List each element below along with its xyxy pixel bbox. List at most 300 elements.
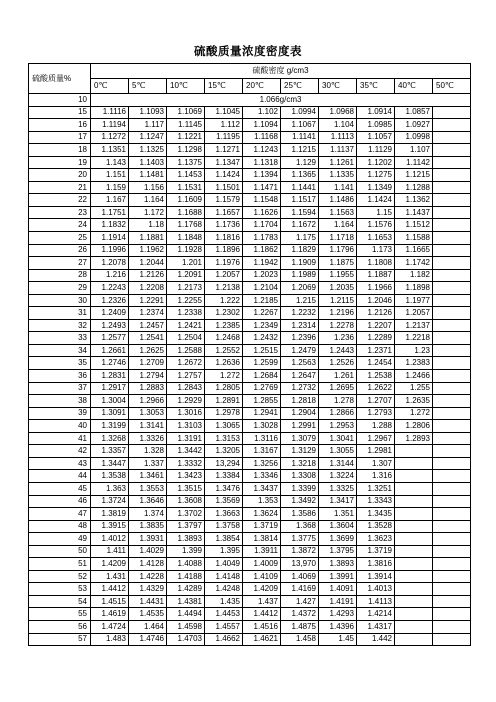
density-cell [395,495,433,508]
density-cell: 1.1657 [205,206,243,219]
density-cell: 1.2138 [205,282,243,295]
density-cell: 1.4191 [319,595,357,608]
table-row [29,495,471,508]
density-cell [395,508,433,521]
density-cell: 1.4012 [91,533,129,546]
table-row [29,395,471,408]
density-cell: 1.2232 [281,307,319,320]
density-cell: 1.3417 [319,495,357,508]
density-cell: 1.1441 [281,181,319,194]
density-cell: 1.3103 [167,420,205,433]
density-cell [433,558,471,571]
density-cell [433,470,471,483]
density-cell: 1.201 [167,257,205,270]
density-cell: 1.2493 [91,319,129,332]
row-label-header: 硫酸质量% [29,64,91,94]
density-cell: 1.1129 [357,144,395,157]
density-cell: 1.1349 [357,181,395,194]
density-cell: 1.411 [91,545,129,558]
density-cell: 1.4619 [91,608,129,621]
density-cell: 1.3384 [205,470,243,483]
density-cell: 1.1751 [91,206,129,219]
density-cell: 1.4317 [357,620,395,633]
density-cell: 1.1069 [167,106,205,119]
concentration-cell: 27 [29,257,91,270]
density-cell: 1.156 [129,181,167,194]
density-cell: 1.1481 [129,169,167,182]
density-cell: 1.3553 [129,482,167,495]
density-cell: 1.3268 [91,432,129,445]
density-cell: 1.4535 [129,608,167,621]
density-cell [433,570,471,583]
density-cell [395,482,433,495]
density-cell: 1.316 [357,470,395,483]
density-cell: 1.3931 [129,533,167,546]
density-cell: 1.1298 [167,144,205,157]
density-cell: 1.2929 [167,395,205,408]
table-row [29,382,471,395]
density-cell: 1.2468 [205,332,243,345]
density-cell: 1.3343 [357,495,395,508]
density-cell: 1.4029 [129,545,167,558]
density-cell: 1.1057 [357,131,395,144]
density-cell: 1.2893 [395,432,433,445]
density-cell: 1.363 [91,482,129,495]
density-cell: 1.3623 [357,533,395,546]
density-cell [433,244,471,257]
density-cell: 1.1215 [395,169,433,182]
concentration-cell: 29 [29,282,91,295]
density-cell: 1.288 [357,420,395,433]
density-cell: 1.2526 [319,357,357,370]
density-cell: 1.2695 [319,382,357,395]
table-row [29,94,471,107]
density-cell: 1.15 [357,206,395,219]
density-cell: 1.4013 [357,583,395,596]
density-cell: 1.2981 [357,445,395,458]
density-cell: 1.3224 [319,470,357,483]
density-cell: 1.1594 [281,206,319,219]
density-cell: 1.2805 [205,382,243,395]
density-cell: 1.2831 [91,370,129,383]
concentration-cell: 55 [29,608,91,621]
concentration-cell: 46 [29,495,91,508]
temperature-header: 40℃ [395,79,433,94]
density-cell: 1.2757 [167,370,205,383]
table-row [29,144,471,157]
table-row [29,181,471,194]
concentration-cell: 19 [29,156,91,169]
density-cell: 1.2538 [357,370,395,383]
density-cell: 1.1665 [395,244,433,257]
density-cell: 1.1195 [205,131,243,144]
density-cell: 1.3719 [357,545,395,558]
table-row [29,457,471,470]
density-cell: 1.2326 [91,294,129,307]
density-cell [433,106,471,119]
concentration-cell: 51 [29,558,91,571]
density-cell: 1.1688 [167,206,205,219]
density-cell: 1.2314 [281,319,319,332]
density-cell: 1.1517 [281,194,319,207]
table-row [29,570,471,583]
density-cell: 1.216 [91,269,129,282]
density-cell: 1.1067 [281,119,319,132]
density-cell [433,620,471,633]
concentration-cell: 20 [29,169,91,182]
concentration-cell: 56 [29,620,91,633]
density-cell: 1.1365 [281,169,319,182]
density-cell: 1.3775 [281,533,319,546]
concentration-cell: 52 [29,570,91,583]
density-cell: 1.3016 [167,407,205,420]
density-cell: 1.1424 [205,169,243,182]
density-cell: 1.2207 [357,319,395,332]
density-cell: 1.1394 [243,169,281,182]
density-cell [433,370,471,383]
density-cell: 1.4088 [167,558,205,571]
density-cell: 1.261 [319,370,357,383]
header-row-temperature [29,79,471,94]
density-cell: 1.2349 [243,319,281,332]
merged-density-cell: 1.066g/cm3 [91,94,471,107]
density-cell: 1.4148 [205,570,243,583]
density-cell: 1.4724 [91,620,129,633]
table-row [29,420,471,433]
density-cell: 1.2732 [281,382,319,395]
density-cell: 1.2078 [91,257,129,270]
density-cell: 1.3191 [167,432,205,445]
density-cell: 1.1275 [357,169,395,182]
density-cell: 1.1768 [167,219,205,232]
density-cell: 1.3065 [205,420,243,433]
density-cell: 1.2035 [319,282,357,295]
density-cell: 1.2126 [129,269,167,282]
concentration-cell: 22 [29,194,91,207]
density-cell: 1.255 [395,382,433,395]
table-row [29,156,471,169]
density-cell: 1.337 [129,457,167,470]
density-cell: 1.2338 [167,307,205,320]
density-cell: 1.1145 [167,119,205,132]
density-cell: 1.3129 [281,445,319,458]
density-cell: 1.2046 [357,294,395,307]
density-cell: 1.2672 [167,357,205,370]
density-cell: 1.368 [281,520,319,533]
density-cell: 1.2953 [319,420,357,433]
density-cell: 1.151 [91,169,129,182]
density-cell: 1.3608 [167,495,205,508]
density-cell: 1.3991 [319,570,357,583]
density-cell: 1.3724 [91,495,129,508]
density-cell: 1.328 [129,445,167,458]
density-cell [395,570,433,583]
density-cell: 1.2396 [281,332,319,345]
density-cell [395,608,433,621]
density-cell [433,495,471,508]
density-cell: 1.3357 [91,445,129,458]
concentration-cell: 43 [29,457,91,470]
density-cell: 1.1609 [167,194,205,207]
density-cell: 1.2622 [357,382,395,395]
density-cell: 1.3141 [129,420,167,433]
density-cell [433,457,471,470]
density-cell: 1.3476 [205,482,243,495]
table-row [29,332,471,345]
density-cell [433,445,471,458]
density-cell: 1.2044 [129,257,167,270]
table-row [29,583,471,596]
density-cell: 1.1142 [395,156,433,169]
density-cell: 1.1116 [91,106,129,119]
table-row [29,407,471,420]
density-cell: 1.3346 [243,470,281,483]
density-cell [433,257,471,270]
density-cell: 1.2196 [319,307,357,320]
density-cell: 1.1094 [243,119,281,132]
density-cell: 1.3854 [205,533,243,546]
density-cell: 1.1914 [91,232,129,245]
density-cell: 1.4372 [281,608,319,621]
density-cell [433,583,471,596]
density-cell: 1.3816 [357,558,395,571]
density-cell [433,344,471,357]
density-cell: 1.0985 [357,119,395,132]
concentration-cell: 38 [29,395,91,408]
density-cell: 1.112 [205,119,243,132]
density-cell: 1.4329 [129,583,167,596]
page-title: 硫酸质量浓度密度表 [194,44,302,58]
density-cell: 1.3423 [167,470,205,483]
density-cell: 1.2091 [167,269,205,282]
density-cell: 1.3004 [91,395,129,408]
density-cell: 1.2479 [281,344,319,357]
density-cell: 1.3604 [319,520,357,533]
density-cell: 1.3205 [205,445,243,458]
temperature-header: 25℃ [281,79,319,94]
density-cell: 1.3251 [357,482,395,495]
density-cell [433,294,471,307]
density-cell: 1.3399 [281,482,319,495]
density-cell: 1.1548 [243,194,281,207]
concentration-cell: 17 [29,131,91,144]
table-row [29,106,471,119]
table-row [29,508,471,521]
density-cell: 1.4293 [319,608,357,621]
density-cell: 1.2661 [91,344,129,357]
table-row [29,520,471,533]
density-cell: 1.23 [395,344,433,357]
density-cell [395,445,433,458]
density-cell: 1.222 [205,294,243,307]
concentration-cell: 45 [29,482,91,495]
density-cell: 1.4621 [243,633,281,646]
density-cell: 1.4209 [91,558,129,571]
density-cell: 1.45 [319,633,357,646]
density-cell: 1.4009 [243,558,281,571]
density-cell: 1.1829 [281,244,319,257]
density-cell [433,633,471,646]
density-cell: 1.4109 [243,570,281,583]
density-cell: 1.3663 [205,508,243,521]
density-cell: 1.2577 [91,332,129,345]
density-cell: 1.102 [243,106,281,119]
density-cell: 1.2855 [243,395,281,408]
density-cell: 1.2883 [129,382,167,395]
density-cell: 1.3091 [91,407,129,420]
density-cell [395,620,433,633]
density-cell: 1.3915 [91,520,129,533]
density-cell: 1.2385 [205,319,243,332]
density-cell [433,382,471,395]
density-cell: 1.3144 [319,457,357,470]
density-cell: 1.3914 [357,570,395,583]
density-cell: 1.18 [129,219,167,232]
density-cell: 1.1168 [243,131,281,144]
density-cell [395,595,433,608]
density-cell: 1.1194 [91,119,129,132]
density-cell: 1.1672 [281,219,319,232]
density-cell: 1.2466 [395,370,433,383]
density-cell: 1.3079 [281,432,319,445]
density-cell: 1.4396 [319,620,357,633]
table-row [29,169,471,182]
concentration-cell: 41 [29,432,91,445]
density-cell: 1.2255 [167,294,205,307]
density-cell: 1.3819 [91,508,129,521]
concentration-cell: 28 [29,269,91,282]
density-cell: 1.307 [357,457,395,470]
density-cell [395,457,433,470]
density-cell: 1.4289 [167,583,205,596]
density-cell: 1.1942 [243,257,281,270]
density-cell: 1.1288 [395,181,433,194]
density-cell: 1.1653 [357,232,395,245]
density-cell: 1.4381 [167,595,205,608]
density-cell: 1.4746 [129,633,167,646]
table-row [29,219,471,232]
concentration-cell: 47 [29,508,91,521]
density-cell: 1.3442 [167,445,205,458]
density-cell: 1.0994 [281,106,319,119]
density-cell: 13,970 [281,558,319,571]
density-cell: 1.182 [395,269,433,282]
concentration-cell: 37 [29,382,91,395]
density-cell: 1.3308 [281,470,319,483]
density-cell: 1.3028 [243,420,281,433]
density-cell: 1.3325 [319,482,357,495]
density-cell: 1.2552 [205,344,243,357]
density-cell [433,219,471,232]
density-cell: 1.3758 [205,520,243,533]
density-cell: 1.3872 [281,545,319,558]
density-cell: 1.435 [205,595,243,608]
table-row [29,282,471,295]
density-cell: 1.1796 [319,244,357,257]
density-cell: 1.2541 [129,332,167,345]
density-cell: 1.1579 [205,194,243,207]
density-cell: 1.4557 [205,620,243,633]
density-cell: 1.1045 [205,106,243,119]
density-cell: 1.1909 [281,257,319,270]
density-cell: 1.2443 [319,344,357,357]
density-cell: 1.2635 [395,395,433,408]
density-cell: 1.1424 [357,194,395,207]
density-cell: 1.1243 [243,144,281,157]
density-cell [433,595,471,608]
density-cell: 1.2291 [129,294,167,307]
density-cell: 1.175 [281,232,319,245]
table-row [29,608,471,621]
temperature-header: 5℃ [129,79,167,94]
density-cell: 1.0927 [395,119,433,132]
density-cell: 1.3893 [319,558,357,571]
density-cell: 1.2794 [129,370,167,383]
table-row [29,257,471,270]
density-cell: 1.483 [91,633,129,646]
density-cell: 1.1215 [281,144,319,157]
header-row-unit [29,64,471,79]
density-cell: 1.2707 [357,395,395,408]
density-cell: 1.2647 [281,370,319,383]
concentration-cell: 39 [29,407,91,420]
concentration-cell: 30 [29,294,91,307]
density-cell: 1.395 [205,545,243,558]
density-cell: 1.272 [395,407,433,420]
density-cell: 1.1742 [395,257,433,270]
density-cell [433,508,471,521]
density-cell: 1.2023 [243,269,281,282]
density-cell: 1.2515 [243,344,281,357]
density-cell: 1.1202 [357,156,395,169]
density-cell: 1.4248 [205,583,243,596]
density-cell: 1.1318 [243,156,281,169]
table-row [29,269,471,282]
density-cell: 1.1325 [129,144,167,157]
density-cell: 1.1783 [243,232,281,245]
concentration-cell: 31 [29,307,91,320]
density-cell [395,558,433,571]
density-cell: 1.2504 [167,332,205,345]
density-cell: 1.3326 [129,432,167,445]
table-row [29,206,471,219]
density-cell: 1.2302 [205,307,243,320]
concentration-cell: 16 [29,119,91,132]
density-cell [433,432,471,445]
density-cell: 1.2636 [205,357,243,370]
density-cell: 1.0998 [395,131,433,144]
density-cell: 1.3055 [319,445,357,458]
density-cell: 1.1955 [319,269,357,282]
density-cell [433,482,471,495]
density-cell: 1.3538 [91,470,129,483]
density-cell: 1.1848 [167,232,205,245]
density-table [28,63,471,646]
density-cell: 1.272 [205,370,243,383]
density-cell: 1.4662 [205,633,243,646]
density-cell: 1.167 [91,194,129,207]
density-cell: 1.3624 [243,508,281,521]
density-cell [433,269,471,282]
density-cell: 1.2115 [319,294,357,307]
density-cell: 1.4453 [205,608,243,621]
density-cell: 1.3332 [167,457,205,470]
density-cell: 1.1626 [243,206,281,219]
density-cell: 1.2563 [281,357,319,370]
density-cell: 1.2966 [129,395,167,408]
table-row [29,194,471,207]
density-cell [433,282,471,295]
